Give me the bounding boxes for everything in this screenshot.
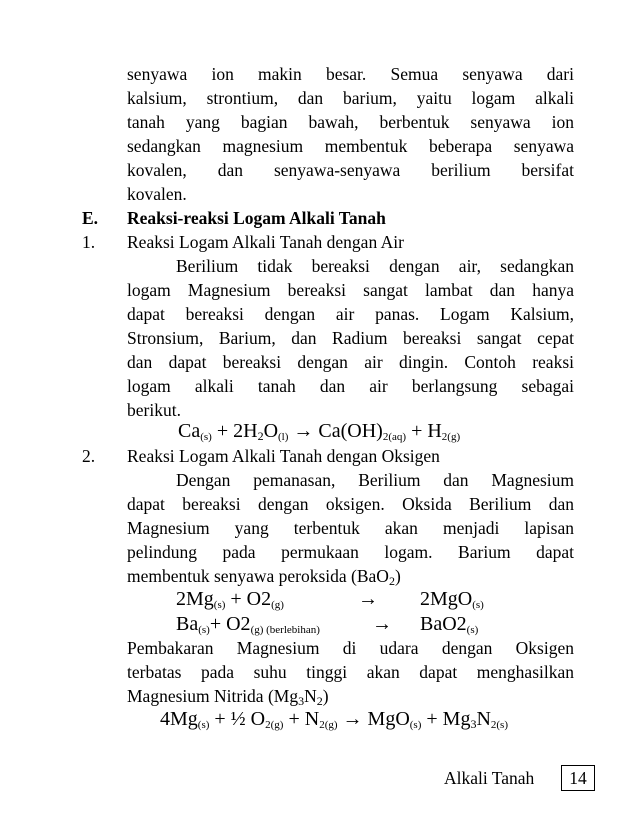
eq-part: N: [476, 708, 491, 730]
text-line: dapat bereaksi dengan air panas. Logam Kalsium,: [127, 304, 574, 324]
eq-sub: 2(g): [319, 719, 338, 731]
equation-product: [420, 611, 478, 637]
arrow: →: [372, 613, 392, 635]
eq-part: + O2: [209, 613, 251, 635]
text-part: ): [394, 566, 401, 586]
text-sub: 2: [316, 694, 323, 708]
text-line: logam Magnesium bereaksi sangat lambat dan hanya: [127, 280, 574, 300]
eq-sub: 2(g): [441, 431, 461, 443]
eq-sub: (l): [278, 431, 289, 443]
eq-sub: (g): [271, 599, 284, 611]
subsection-title: Reaksi Logam Alkali Tanah dengan Air: [127, 232, 404, 252]
eq-part: 4Mg: [160, 708, 198, 730]
text-line: tanah yang bagian bawah, berbentuk senyawa ion: [127, 112, 574, 132]
footer-title: Alkali Tanah: [444, 768, 535, 788]
text-line: Stronsium, Barium, dan Radium bereaksi sangat cepat: [127, 328, 574, 348]
eq-part: + N: [283, 708, 320, 730]
text-line: Magnesium yang terbentuk akan menjadi lapisan: [127, 518, 574, 538]
eq-part: Ba: [176, 613, 199, 635]
eq-part: + ½ O: [209, 708, 266, 730]
eq-part: → Ca(OH): [288, 420, 383, 442]
eq-sub: 3: [470, 717, 477, 731]
eq-sub: (g) (berlebihan): [250, 624, 320, 636]
page-number: 14: [561, 765, 595, 791]
eq-sub: (s): [409, 719, 422, 731]
eq-sub: 2(s): [490, 719, 508, 731]
text-line: kovalen.: [127, 184, 187, 204]
eq-sub: 2(aq): [382, 431, 407, 443]
text-part: Magnesium Nitrida (Mg: [127, 686, 299, 706]
text-line: [127, 565, 401, 587]
equation-water: [178, 418, 460, 444]
equation-nitrida: [160, 706, 508, 732]
text-line: dapat bereaksi dengan oksigen. Oksida Berilium dan: [127, 494, 574, 514]
subsection-title: Reaksi Logam Alkali Tanah dengan Oksigen: [127, 446, 440, 466]
eq-part: + H: [406, 420, 442, 442]
eq-part: 2Mg: [176, 588, 214, 610]
eq-part: BaO2: [420, 613, 467, 635]
text-part: ): [322, 686, 329, 706]
text-line: senyawa ion makin besar. Semua senyawa dari: [127, 64, 574, 84]
eq-part: + O2: [225, 588, 272, 610]
text-line: sedangkan magnesium membentuk beberapa senyawa: [127, 136, 574, 156]
text-line: logam alkali tanah dan air berlangsung sebagai: [127, 376, 574, 396]
eq-sub: (s): [472, 599, 484, 611]
equation-ba-oxygen: [176, 611, 320, 637]
eq-part: Ca: [178, 420, 201, 442]
text-part: N: [304, 686, 317, 706]
section-letter: E.: [82, 208, 99, 228]
subsection-number: 2.: [82, 446, 96, 466]
text-sub: 3: [298, 694, 305, 708]
text-line: berikut.: [127, 400, 181, 420]
eq-part: 2MgO: [420, 588, 473, 610]
text-line: Dengan pemanasan, Berilium dan Magnesium: [176, 470, 574, 490]
text-sub: 2: [388, 574, 395, 588]
arrow: →: [358, 588, 378, 610]
eq-sub: 2(g): [265, 719, 284, 731]
text-line: [127, 685, 329, 707]
eq-sub: (s): [198, 624, 210, 636]
text-line: Berilium tidak bereaksi dengan air, sedangkan: [176, 256, 574, 276]
text-part: membentuk senyawa peroksida (BaO: [127, 566, 389, 586]
text-line: pelindung pada permukaan logam. Barium dapat: [127, 542, 574, 562]
text-line: kalsium, strontium, dan barium, yaitu logam alkali: [127, 88, 574, 108]
eq-part: + Mg: [421, 708, 471, 730]
equation-mg-oxygen: [176, 586, 284, 612]
section-title: Reaksi-reaksi Logam Alkali Tanah: [127, 208, 386, 228]
text-line: kovalen, dan senyawa-senyawa berilium bersifat: [127, 160, 574, 180]
text-line: Pembakaran Magnesium di udara dengan Oksigen: [127, 638, 574, 658]
text-line: terbatas pada suhu tinggi akan dapat menghasilkan: [127, 662, 574, 682]
subsection-number: 1.: [82, 232, 96, 252]
text-line: dan dapat bereaksi dengan air dingin. Contoh reaksi: [127, 352, 574, 372]
eq-part: + 2H: [211, 420, 258, 442]
eq-sub: (s): [213, 599, 226, 611]
eq-part: O: [263, 420, 279, 442]
eq-sub: (s): [200, 431, 212, 443]
eq-sub: (s): [197, 719, 210, 731]
eq-sub: (s): [466, 624, 479, 636]
equation-product: [420, 586, 484, 612]
eq-part: → MgO: [337, 708, 410, 730]
eq-sub: 2: [257, 429, 264, 443]
